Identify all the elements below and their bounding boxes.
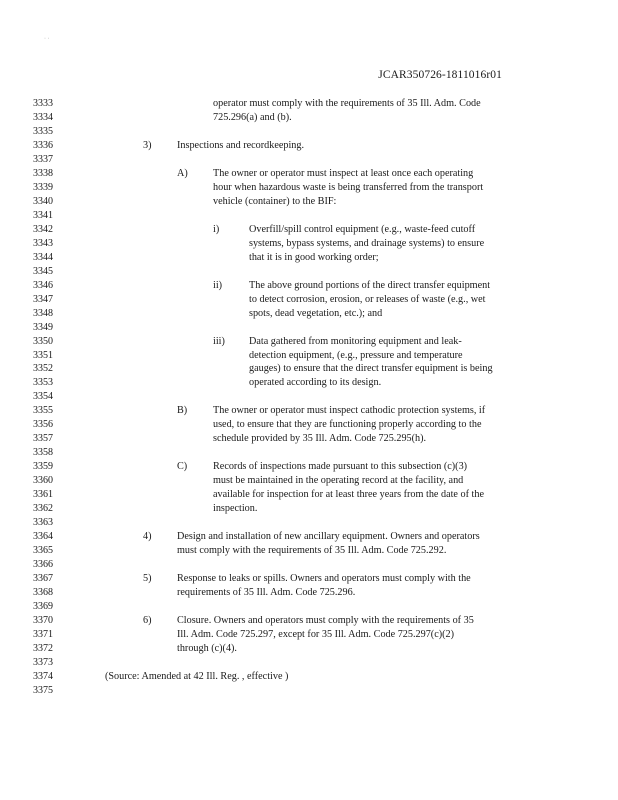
scan-specks: · · xyxy=(44,36,50,42)
line-number: 3334 xyxy=(33,112,53,123)
line-number: 3374 xyxy=(33,670,53,682)
line-text: gauges) to ensure that the direct transfer equipment is being xyxy=(249,363,493,375)
line-number: 3350 xyxy=(33,335,53,347)
line-number: 3343 xyxy=(33,237,53,249)
line-number: 3353 xyxy=(33,377,53,389)
line-text: Closure. Owners and operators must comply with the requirements of 35 xyxy=(177,614,474,626)
document-line xyxy=(0,181,618,195)
document-line xyxy=(0,97,618,111)
line-number: 3358 xyxy=(33,447,53,459)
line-text: that it is in good working order; xyxy=(249,251,379,263)
line-text: Records of inspections made pursuant to this subsection (c)(3) xyxy=(213,461,468,473)
line-text: operated according to its design. xyxy=(249,377,382,389)
line-text: Design and installation of new ancillary equipment. Owners and operators xyxy=(177,531,480,543)
line-text: (Source: Amended at 42 Ill. Reg. , effective ) xyxy=(105,670,289,682)
document-line xyxy=(0,432,618,446)
line-number: 3370 xyxy=(33,614,53,626)
document-line xyxy=(0,362,618,376)
document-line xyxy=(0,209,618,223)
line-number: 3361 xyxy=(33,489,53,501)
line-number: 3344 xyxy=(33,251,53,263)
line-number: 3360 xyxy=(33,475,53,487)
line-number: 3335 xyxy=(33,125,53,137)
document-line xyxy=(0,167,618,181)
document-line xyxy=(0,293,618,307)
line-text: Ill. Adm. Code 725.297, except for 35 Ill. Adm. Code 725.297(c)(2) xyxy=(177,628,454,640)
line-number: 3346 xyxy=(33,279,53,291)
list-marker: 3) xyxy=(143,139,152,151)
line-text: The above ground portions of the direct transfer equipment xyxy=(249,279,491,291)
document-line xyxy=(0,307,618,321)
line-number: 3351 xyxy=(33,349,53,361)
line-text: spots, dead vegetation, etc.); and xyxy=(249,307,383,319)
line-number: 3366 xyxy=(33,559,53,570)
list-marker: C) xyxy=(177,461,188,473)
document-line xyxy=(0,335,618,349)
document-line xyxy=(0,628,618,642)
document-line xyxy=(0,404,618,418)
line-number: 3357 xyxy=(33,433,53,445)
line-number: 3368 xyxy=(33,587,53,598)
document-line xyxy=(0,265,618,279)
line-number: 3371 xyxy=(33,628,53,640)
line-number: 3367 xyxy=(33,573,53,584)
line-number: 3338 xyxy=(33,167,53,179)
list-marker: 4) xyxy=(143,531,152,543)
document-line xyxy=(0,418,618,432)
document-line xyxy=(0,544,618,558)
document-line xyxy=(0,474,618,488)
document-line xyxy=(0,376,618,390)
document-id-header: JCAR350726-1811016r01 xyxy=(378,69,502,81)
line-number: 3365 xyxy=(33,545,53,556)
list-marker: iii) xyxy=(213,335,225,347)
line-number: 3375 xyxy=(33,684,53,696)
document-line xyxy=(0,488,618,502)
document-line xyxy=(0,237,618,251)
document-line xyxy=(0,502,618,516)
document-line xyxy=(0,251,618,265)
document-line xyxy=(0,279,618,293)
document-line xyxy=(0,139,618,153)
document-line xyxy=(0,125,618,139)
line-text: Inspections and recordkeeping. xyxy=(177,139,305,151)
document-line xyxy=(0,223,618,237)
list-marker: B) xyxy=(177,405,188,417)
line-number: 3364 xyxy=(33,531,53,543)
line-number: 3333 xyxy=(33,98,53,109)
line-text: must comply with the requirements of 35 Ill. Adm. Code 725.292. xyxy=(177,545,447,556)
document-line xyxy=(0,516,618,530)
line-text: available for inspection for at least three years from the date of the xyxy=(213,489,484,501)
document-line xyxy=(0,530,618,544)
line-text: used, to ensure that they are functioning properly according to the xyxy=(213,419,482,431)
document-line xyxy=(0,600,618,614)
line-number: 3352 xyxy=(33,363,53,375)
list-marker: i) xyxy=(213,223,220,235)
line-number: 3355 xyxy=(33,405,53,417)
document-line xyxy=(0,390,618,404)
line-text: The owner or operator must inspect cathodic protection systems, if xyxy=(213,405,486,417)
list-marker: 5) xyxy=(143,573,152,584)
document-line xyxy=(0,642,618,656)
document-line xyxy=(0,446,618,460)
line-text: vehicle (container) to the BIF: xyxy=(213,195,337,207)
line-number: 3348 xyxy=(33,307,53,319)
line-text: The owner or operator must inspect at least once each operating xyxy=(213,167,474,179)
line-number: 3363 xyxy=(33,517,53,529)
line-number: 3347 xyxy=(33,293,53,305)
line-number: 3362 xyxy=(33,503,53,515)
line-number: 3339 xyxy=(33,181,53,193)
document-line xyxy=(0,586,618,600)
line-text: detection equipment, (e.g., pressure and temperature xyxy=(249,349,463,361)
document-line xyxy=(0,558,618,572)
line-number: 3340 xyxy=(33,195,53,207)
line-text: must be maintained in the operating record at the facility, and xyxy=(213,475,464,487)
line-number: 3341 xyxy=(33,209,53,221)
line-text: hour when hazardous waste is being transferred from the transport xyxy=(213,181,484,193)
line-number: 3356 xyxy=(33,419,53,431)
document-line xyxy=(0,195,618,209)
line-text: to detect corrosion, erosion, or releases of waste (e.g., wet xyxy=(249,293,486,305)
document-line xyxy=(0,153,618,167)
list-marker: A) xyxy=(177,167,188,179)
line-number: 3345 xyxy=(33,265,53,277)
line-text: operator must comply with the requirements of 35 Ill. Adm. Code xyxy=(213,98,481,109)
line-text: schedule provided by 35 Ill. Adm. Code 725.295(h). xyxy=(213,433,427,445)
line-text: through (c)(4). xyxy=(177,642,237,654)
line-number: 3336 xyxy=(33,139,53,151)
line-number: 3359 xyxy=(33,461,53,473)
list-marker: ii) xyxy=(213,279,223,291)
line-number: 3349 xyxy=(33,321,53,333)
line-text: Response to leaks or spills. Owners and operators must comply with the xyxy=(177,573,471,584)
line-number: 3373 xyxy=(33,656,53,668)
document-line xyxy=(0,321,618,335)
line-text: requirements of 35 Ill. Adm. Code 725.296. xyxy=(177,587,356,598)
line-text: Overfill/spill control equipment (e.g., waste-feed cutoff xyxy=(249,223,476,235)
line-text: 725.296(a) and (b). xyxy=(213,112,292,123)
document-line xyxy=(0,111,618,125)
line-number: 3372 xyxy=(33,642,53,654)
line-text: Data gathered from monitoring equipment and leak- xyxy=(249,335,462,347)
document-line xyxy=(0,460,618,474)
line-number: 3337 xyxy=(33,153,53,165)
document-line xyxy=(0,684,618,698)
document-line xyxy=(0,349,618,363)
line-text: systems, bypass systems, and drainage systems) to ensure xyxy=(249,237,485,249)
document-line xyxy=(0,572,618,586)
line-number: 3369 xyxy=(33,600,53,612)
document-line xyxy=(0,670,618,684)
line-text: inspection. xyxy=(213,503,258,515)
line-number: 3342 xyxy=(33,223,53,235)
list-marker: 6) xyxy=(143,614,152,626)
document-line xyxy=(0,614,618,628)
line-number: 3354 xyxy=(33,391,53,403)
document-line xyxy=(0,656,618,670)
